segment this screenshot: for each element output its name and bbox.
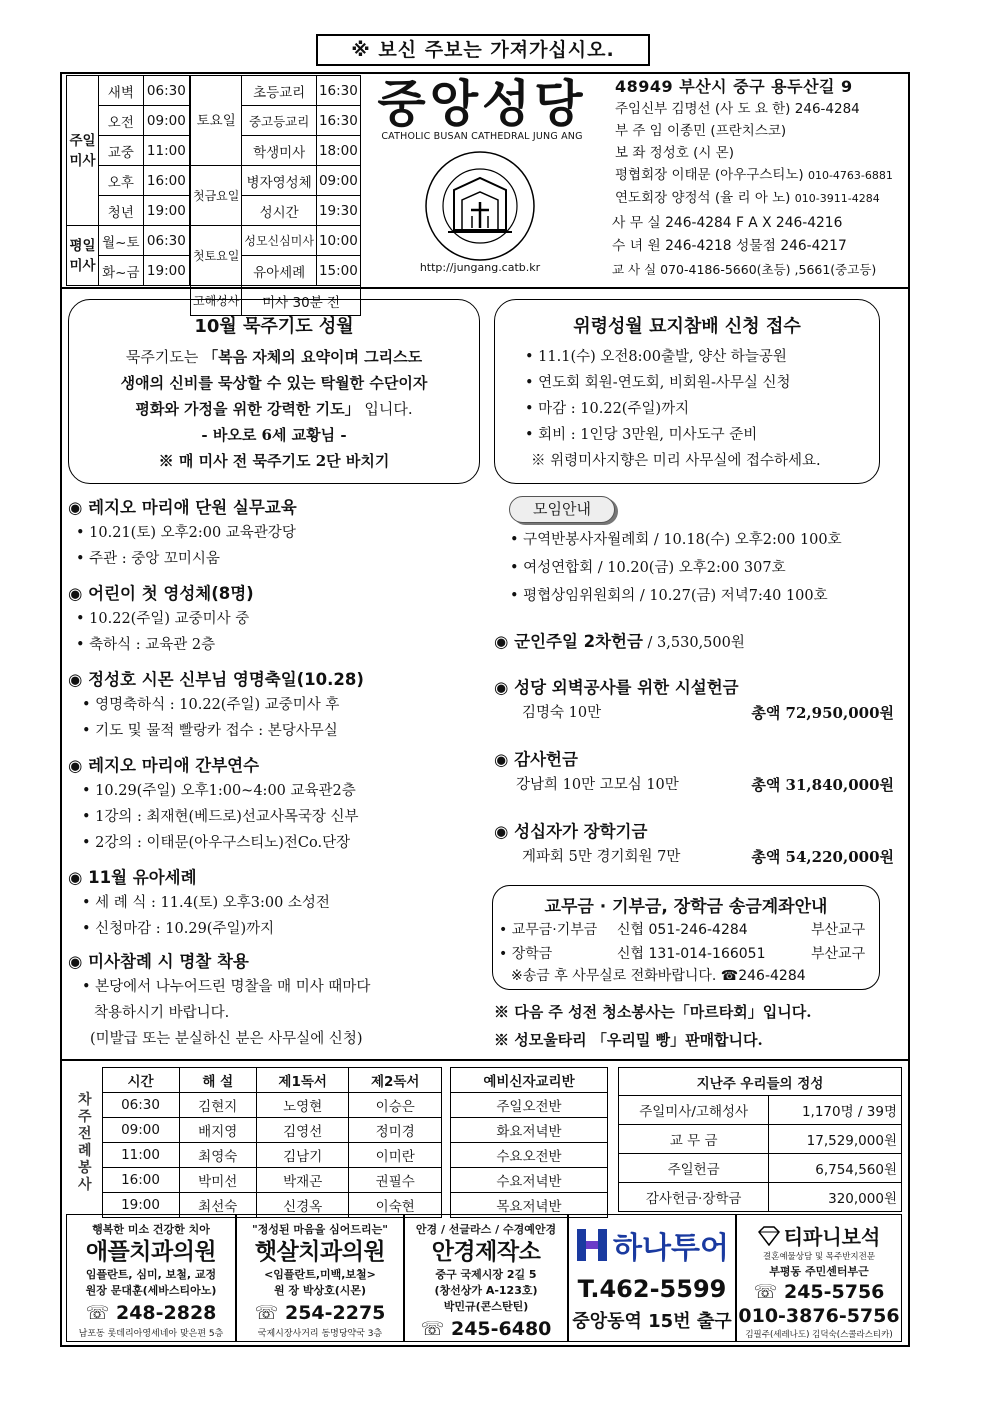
list-item: • 여성연합회 / 10.20(금) 오후2:00 307호 xyxy=(510,560,786,576)
notice-banner: ※ 보신 주보는 가져가십시오. xyxy=(316,34,650,66)
list-item: • 1강의 : 최재현(베드로)선교사목국장 신부 xyxy=(82,809,359,825)
staff-row: 연도회장 양정석 (율 리 아 노) 010-3911-4284 xyxy=(615,190,880,206)
mass-name: 학생미사 xyxy=(242,136,317,166)
column-header: 지난주 우리들의 정성 xyxy=(619,1068,902,1096)
section-title: ◉ 11월 유아세례 xyxy=(68,868,197,887)
confession-time: 미사 30분 전 xyxy=(242,286,360,316)
service-label: 차주전례봉사 xyxy=(77,1091,92,1193)
list-item: • 기도 및 물적 빨랑카 접수 : 본당사무실 xyxy=(82,723,338,739)
mass-time: 09:00 xyxy=(143,106,189,136)
catechumen-table xyxy=(450,1067,608,1218)
sunday-mass-label: 주일미사 xyxy=(67,76,99,226)
section-title: ◉ 레지오 마리애 간부연수 xyxy=(68,756,260,775)
mass-name: 중고등교리 xyxy=(242,106,317,136)
contact-row: 수 녀 원 246-4218 성물점 246-4217 xyxy=(612,238,847,254)
section-title: ◉ 성십자가 장학기금 xyxy=(494,822,648,841)
rosary-body: 묵주기도는 「복음 자체의 요약이며 그리스도 생애의 신비를 묵상할 수 있는 탁월한 수단이자 평화와 가정을 위한 강력한 기도」 입니다. - 바오로 6세 교황님 - ※ 매 미사 전 묵주기도 2단 바치기 xyxy=(120,348,428,470)
staff-row: 주임신부 김명선 (사 도 요 한) 246-4284 xyxy=(615,101,860,117)
mass-name: 성시간 xyxy=(242,196,317,226)
list-item: • 축하식 : 교육관 2층 xyxy=(76,637,216,653)
mass-time: 09:00 xyxy=(316,166,360,196)
ad-tiffany-jewelry: 티파니보석 결혼예물상담 및 목주반지전문 부평동 주민센터부근 ☏ 245-5756 010-3876-5756 김필주(세레나도) 김덕숙(스콜라스티카) xyxy=(736,1214,902,1342)
saturday-label: 토요일 xyxy=(191,76,242,166)
section-title: ◉ 정성호 시몬 신부님 영명축일(10.28) xyxy=(68,670,364,689)
section-title: ◉ 레지오 마리애 단원 실무교육 xyxy=(68,498,297,517)
sunday-mass-table xyxy=(66,75,190,286)
mass-name: 새벽 xyxy=(99,76,144,106)
confession-label: 고해성사 xyxy=(191,286,242,316)
mass-time: 06:30 xyxy=(143,226,189,256)
bottom-divider xyxy=(60,1059,910,1061)
mass-name: 월~토 xyxy=(99,226,144,256)
table-row: 감사헌금·장학금 320,000원 xyxy=(619,1183,902,1212)
accounts-title: 교무금 · 기부금, 장학금 송금계좌안내 xyxy=(544,897,828,917)
staff-list xyxy=(615,98,893,210)
table-row: 목요저녁반 xyxy=(451,1193,608,1218)
first-friday-label: 첫금요일 xyxy=(191,166,242,226)
military-offering: ◉ 군인주일 2차헌금 / 3,530,500원 xyxy=(494,632,745,651)
mass-time: 15:00 xyxy=(316,256,360,286)
rosary-title: 10월 묵주기도 성월 xyxy=(194,316,354,337)
first-saturday-label: 첫토요일 xyxy=(191,226,242,286)
list-item: • 마감 : 10.22(주일)까지 xyxy=(525,401,690,417)
section-title: ◉ 미사참례 시 명찰 착용 xyxy=(68,952,249,971)
list-item: • 구역반봉사자월례회 / 10.18(수) 오후2:00 100호 xyxy=(510,532,842,548)
notes xyxy=(494,998,811,1054)
table-row: 수요오전반 xyxy=(451,1143,608,1168)
mass-name: 오전 xyxy=(99,106,144,136)
section-title: ◉ 어린이 첫 영성체(8명) xyxy=(68,584,254,603)
staff-row: 부 주 임 이종민 (프란치스코) xyxy=(615,123,787,139)
contact-list xyxy=(612,212,876,281)
service-table xyxy=(68,1067,442,1218)
contact-row: 교 사 실 070-4186-5660(초등) ,5661(중고등) xyxy=(612,262,877,277)
list-item: • 연도회 회원-연도회, 비회원-사무실 신청 xyxy=(525,375,791,391)
ad-hanatour: 하나투어 T.462-5599 중앙동역 15번 출구 xyxy=(568,1214,736,1342)
list-item: • 본당에서 나누어드린 명찰을 매 미사 때마다 xyxy=(82,979,371,995)
note-item: ※ 성모울타리 「우리밀 빵」판매합니다. xyxy=(494,1031,763,1049)
ad-glasses: 안경 / 선글라스 / 수경예안경 안경제작소 중구 국제시장 2길 5 (창선상가 A-123호) 박민규(콘스탄틴) ☏ 245-6480 xyxy=(404,1214,568,1342)
table-row: 06:30 김현지 노영현 이승은 xyxy=(68,1093,442,1118)
offering-row: 게파회 5만 경기회원 7만 총액 54,220,000원 xyxy=(522,848,894,866)
list-item: • 회비 : 1인당 3만원, 미사도구 준비 xyxy=(525,427,758,443)
note-item: ※ 다음 주 성전 청소봉사는「마르타회」입니다. xyxy=(494,1003,812,1021)
cemetery-items xyxy=(525,344,879,474)
mass-time: 19:00 xyxy=(143,256,189,286)
diamond-icon xyxy=(758,1226,780,1246)
accounts-note: ※송금 후 사무실로 전화바랍니다. ☎246-4284 xyxy=(511,968,806,984)
list-item: • 10.22(주일) 교중미사 중 xyxy=(76,611,250,627)
list-item: • 10.21(토) 오후2:00 교육관강당 xyxy=(76,525,296,541)
table-row: 주일헌금 6,754,560원 xyxy=(619,1154,902,1183)
list-item: • 영명축하식 : 10.22(주일) 교중미사 후 xyxy=(82,697,340,713)
meetings-badge: 모임안내 xyxy=(509,496,615,523)
list-item: (미발급 또는 분실하신 분은 사무실에 신청) xyxy=(90,1031,363,1047)
list-item: • 평협상임위원회의 / 10.27(금) 저녁7:40 100호 xyxy=(510,588,828,604)
column-header: 제2독서 xyxy=(349,1068,442,1093)
list-item: • 10.29(주일) 오후1:00~4:00 교육관2층 xyxy=(82,783,356,799)
offering-row: 강남희 10만 고모심 10만 총액 31,840,000원 xyxy=(516,776,894,794)
offerings-list xyxy=(494,676,894,872)
table-row: 09:00 배지영 김영선 정미경 xyxy=(68,1118,442,1143)
table-row: 19:00 최선숙 신경옥 이숙현 xyxy=(68,1193,442,1218)
table-row: 주일미사/고해성사 1,170명 / 39명 xyxy=(619,1096,902,1125)
cemetery-note: ※ 위령미사지향은 미리 사무실에 접수하세요. xyxy=(531,453,821,469)
mass-time: 16:00 xyxy=(143,166,189,196)
offering-row: 김명숙 10만 총액 72,950,000원 xyxy=(522,704,894,722)
list-item: • 2강의 : 이태문(아우구스티노)전Co.단장 xyxy=(82,835,351,851)
list-item: • 세 례 식 : 11.4(토) 오후3:00 소성전 xyxy=(82,895,330,911)
table-row: 수요저녁반 xyxy=(451,1168,608,1193)
section-title: ◉ 성당 외벽공사를 위한 시설헌금 xyxy=(494,678,739,697)
mass-time: 19:30 xyxy=(316,196,360,226)
mass-name: 병자영성체 xyxy=(242,166,317,196)
ad-sunshine-dental: "정성된 마음을 심어드리는" 햇살치과의원 <임플란트,미백,보철> 원 장 박상호(시몬) ☏ 254-2275 국제시장사거리 동명당약국 3층 xyxy=(236,1214,404,1342)
special-mass-table xyxy=(190,75,361,316)
announcements-left xyxy=(68,496,488,1052)
mass-name: 오후 xyxy=(99,166,144,196)
column-header: 예비신자교리반 xyxy=(451,1068,608,1093)
list-item: • 11.1(수) 오전8:00출발, 양산 하늘공원 xyxy=(525,349,787,365)
list-item: • 주관 : 중앙 꼬미시움 xyxy=(76,551,220,567)
section-title: ◉ 감사헌금 xyxy=(494,750,578,769)
accounts-box xyxy=(492,885,880,990)
cemetery-title: 위령성월 묘지참배 신청 접수 xyxy=(573,316,801,337)
parish-title: 중앙성당 xyxy=(377,74,587,133)
parish-url: http://jungang.catb.kr xyxy=(419,261,541,274)
mass-name: 초등교리 xyxy=(242,76,317,106)
mass-time: 10:00 xyxy=(316,226,360,256)
parish-title-en: CATHOLIC BUSAN CATHEDRAL JUNG ANG xyxy=(381,131,583,142)
cemetery-box xyxy=(494,299,880,484)
mass-time: 19:00 xyxy=(143,196,189,226)
mass-time: 16:30 xyxy=(316,106,360,136)
ad-apple-dental: 행복한 미소 건강한 치아 애플치과의원 임플란트, 심미, 보철, 교정 원장 문대훈(세바스티아노) ☏ 248-2828 남포동 롯데리아영세네아 맞은편 5층 xyxy=(66,1214,236,1342)
weekday-mass-label: 평일미사 xyxy=(67,226,99,286)
table-row: 11:00 최영숙 김남기 이미란 xyxy=(68,1143,442,1168)
table-row: 화요저녁반 xyxy=(451,1118,608,1143)
meetings-list xyxy=(510,526,842,610)
table-row: 주일오전반 xyxy=(451,1093,608,1118)
parish-seal-icon xyxy=(424,150,536,262)
mass-name: 성모신심미사 xyxy=(242,226,317,256)
account-row: • 교무금·기부금 신협 051-246-4284 부산교구 xyxy=(499,922,866,938)
header-divider xyxy=(60,287,910,289)
column-header: 해 설 xyxy=(179,1068,256,1093)
mass-name: 청년 xyxy=(99,196,144,226)
mass-time: 11:00 xyxy=(143,136,189,166)
hanatour-logo-icon xyxy=(575,1227,609,1263)
mass-name: 화~금 xyxy=(99,256,144,286)
list-item: 착용하시기 바랍니다. xyxy=(94,1005,230,1021)
mass-time: 18:00 xyxy=(316,136,360,166)
mass-time: 16:30 xyxy=(316,76,360,106)
parish-address: 48949 부산시 중구 용두산길 9 xyxy=(615,77,853,96)
staff-row: 보 좌 정성호 (시 몬) xyxy=(615,145,734,161)
table-row: 16:00 박미선 박재곤 권필수 xyxy=(68,1168,442,1193)
contact-row: 사 무 실 246-4284 F A X 246-4216 xyxy=(612,215,843,231)
mass-name: 유아세례 xyxy=(242,256,317,286)
table-row: 교 무 금 17,529,000원 xyxy=(619,1125,902,1154)
mass-time: 06:30 xyxy=(143,76,189,106)
rosary-box xyxy=(68,299,480,484)
column-header: 제1독서 xyxy=(256,1068,349,1093)
offering-summary-table xyxy=(618,1067,902,1212)
staff-row: 평협회장 이태문 (아우구스티노) 010-4763-6881 xyxy=(615,167,893,183)
account-row: • 장학금 신협 131-014-166051 부산교구 xyxy=(499,946,866,962)
column-header: 시간 xyxy=(102,1068,179,1093)
mass-name: 교중 xyxy=(99,136,144,166)
list-item: • 신청마감 : 10.29(주일)까지 xyxy=(82,921,275,937)
